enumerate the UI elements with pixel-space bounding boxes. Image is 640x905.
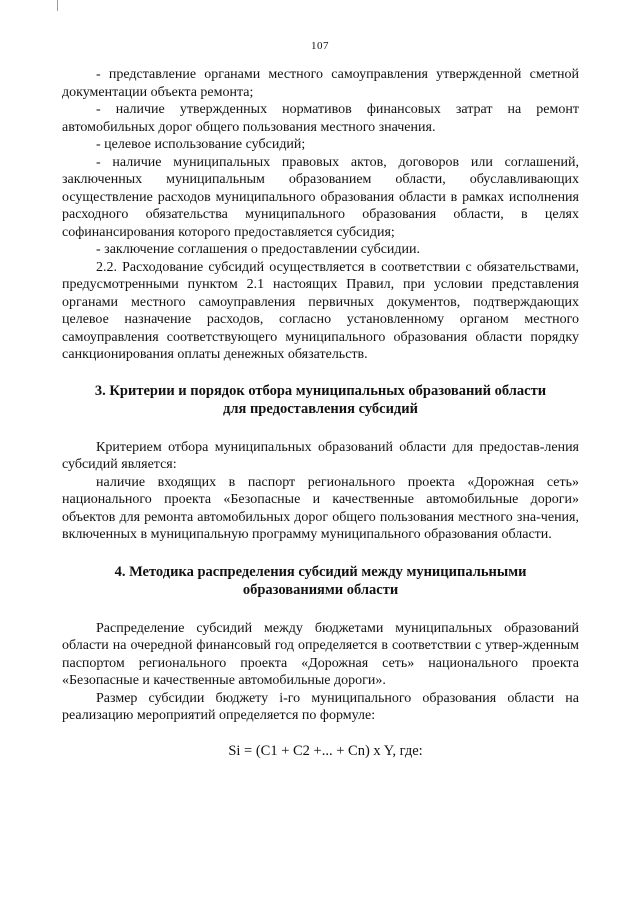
page-number: 107 [311,40,329,52]
section-3-title-line1: 3. Критерии и порядок отбора муниципальных образований области [94,382,547,399]
section-3-heading [62,382,579,418]
section-4-paragraph: Размер субсидии бюджету i-го муниципального образования области на реализацию мероприятий определяется по формуле: [62,690,579,723]
list-item: - наличие утвержденных нормативов финансовых затрат на ремонт автомобильных дорог общего пользования местного значения. [62,102,579,135]
scan-edge-mark [57,0,58,11]
section-4-title-line2: образованиями области [242,581,399,598]
section-3-paragraph: Критерием отбора муниципальных образований области для предостав-ления субсидий является: [62,439,579,472]
list-item: - заключение соглашения о предоставлении субсидии. [96,242,421,257]
section-4-title-line1: 4. Методика распределения субсидий между муниципальными [114,563,527,580]
formula: Si = (C1 + C2 +... + Cn) x Y, где: [228,742,423,759]
document-body [62,66,579,760]
list-item: - наличие муниципальных правовых актов, договоров или соглашений, заключенных муниципальным образованием области, обуславливающих осуществление расходов муниципального образования области в рамках исполнения расходного обязательства муниципального образования области, в целях софинансирования которого предоставляется субсидия; [62,154,579,240]
clause-2-2: 2.2. Расходование субсидий осуществляется в соответствии с обязательствами, предусмотренными пунктом 2.1 настоящих Правил, при условии представления органами местного самоуправления первичных документов, подтверждающих целевое назначение расходов, согласно установленному органом местного самоуправления соответствующего муниципального образования области порядку санкционирования оплаты денежных обязательств. [62,259,579,362]
section-4-paragraph: Распределение субсидий между бюджетами муниципальных образований области на очередной финансовый год определяется в соответствии с утвер-жденным паспортом регионального проекта «Дорожная сеть» национального проекта «Безопасные и качественные автомобильные дороги». [62,620,579,688]
list-item: - целевое использование субсидий; [96,137,306,152]
section-3-paragraph: наличие входящих в паспорт регионального проекта «Дорожная сеть» национального проекта «Безопасные и качественные автомобильные дороги» объектов для ремонта автомобильных дорог общего пользования местного зна-чения, включенных в муниципальную программу муниципального образования области. [62,474,579,542]
section-4-heading [62,563,579,599]
section-3-title-line2: для предоставления субсидий [223,400,418,417]
list-item: - представление органами местного самоуправления утвержденной сметной документации объекта ремонта; [62,67,579,100]
